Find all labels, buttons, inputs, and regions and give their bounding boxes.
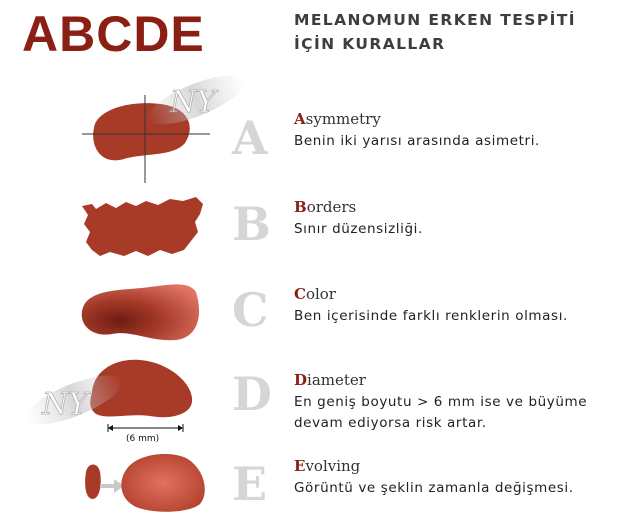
evolution-arrow bbox=[100, 479, 124, 493]
row-desc-evolving: Görüntü ve şeklin zamanla değişmesi. bbox=[294, 480, 574, 496]
watermark-text-top: NY bbox=[170, 85, 217, 120]
diameter-label: (6 mm) bbox=[126, 434, 160, 444]
row-title-asymmetry: Asymmetry bbox=[294, 110, 381, 128]
row-title-diameter: Diameter bbox=[294, 371, 366, 389]
page-subtitle: MELANOMUN ERKEN TESPİTİ İÇİN KURALLAR bbox=[294, 11, 576, 53]
page-title: ABCDE bbox=[22, 6, 205, 62]
dimension-arrow-left bbox=[108, 425, 113, 431]
row-desc-diameter: En geniş boyutu > 6 mm ise ve büyüme devam ediyorsa risk artar. bbox=[294, 394, 588, 431]
multi-color-mole bbox=[82, 284, 199, 340]
row-desc-borders: Sınır düzensizliği. bbox=[294, 221, 423, 237]
row-color bbox=[294, 284, 616, 327]
row-asymmetry bbox=[294, 109, 616, 152]
letter-a: A bbox=[232, 111, 268, 165]
letter-e: E bbox=[232, 457, 268, 511]
row-title-evolving: Evolving bbox=[294, 457, 361, 475]
irregular-border-mole bbox=[82, 197, 203, 256]
row-borders bbox=[294, 197, 616, 240]
row-diameter bbox=[294, 370, 616, 434]
watermark-text-bottom: NY bbox=[42, 387, 89, 422]
small-mole bbox=[85, 465, 101, 500]
row-title-borders: Borders bbox=[294, 198, 357, 216]
letter-d: D bbox=[232, 367, 272, 421]
row-desc-color: Ben içerisinde farklı renklerin olması. bbox=[294, 308, 568, 324]
row-evolving bbox=[294, 456, 616, 499]
evolved-mole bbox=[121, 454, 204, 512]
row-desc-asymmetry: Benin iki yarısı arasında asimetri. bbox=[294, 133, 540, 149]
row-title-color: Color bbox=[294, 285, 336, 303]
letter-b: B bbox=[232, 197, 271, 251]
dimension-arrow-right bbox=[178, 425, 183, 431]
letter-c: C bbox=[232, 283, 269, 337]
